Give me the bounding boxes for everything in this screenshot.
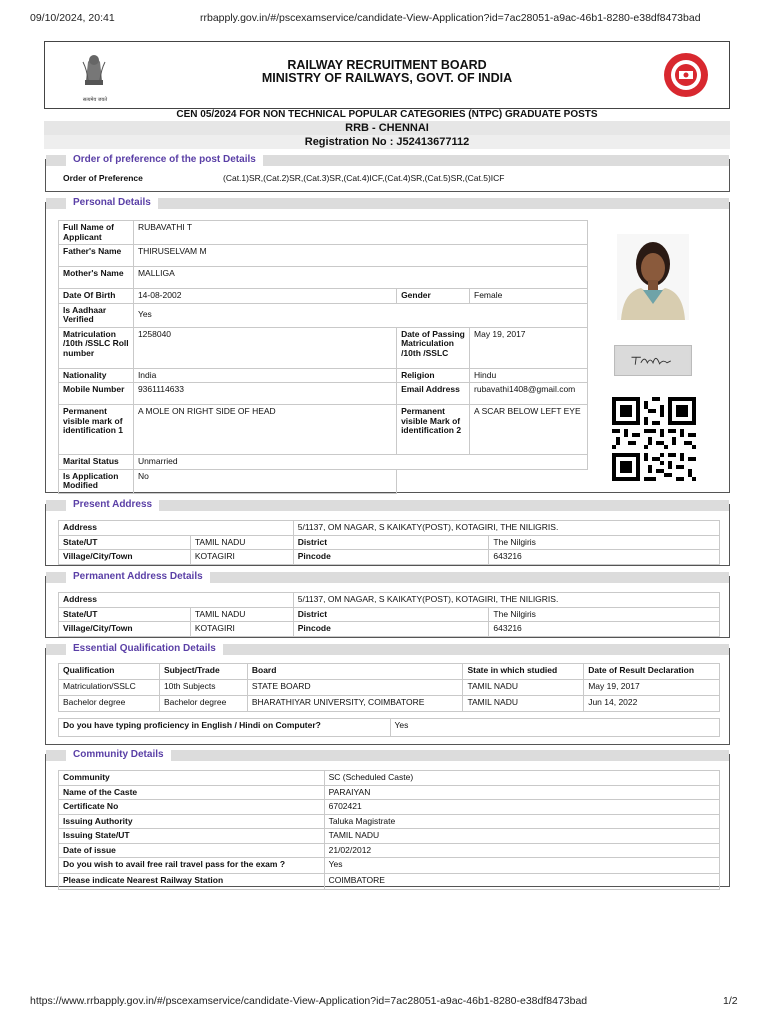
permanent-village-value: KOTAGIRI (190, 622, 293, 637)
aadhaar-label: Is Aadhaar Verified (59, 303, 134, 327)
issue-date-value: 21/02/2012 (324, 843, 719, 858)
father-name-value: THIRUSELVAM M (133, 245, 587, 267)
marital-value: Unmarried (133, 455, 587, 470)
qual-header: Qualification (59, 664, 160, 680)
qual-header: Board (247, 664, 463, 680)
qual-header: Date of Result Declaration (584, 664, 720, 680)
indian-railways-logo-icon (663, 52, 709, 98)
authority-label: Issuing Authority (59, 814, 325, 829)
mobile-value: 9361114633 (133, 383, 396, 405)
personal-title: Personal Details (66, 196, 158, 209)
issuing-state-label: Issuing State/UT (59, 829, 325, 844)
railway-station-label: Please indicate Nearest Railway Station (59, 874, 325, 890)
typing-table (58, 718, 720, 737)
candidate-photo (617, 234, 689, 320)
permanent-address-section (45, 571, 730, 638)
table-row (59, 785, 720, 800)
present-village-label: Village/City/Town (59, 550, 191, 565)
permanent-pincode-value: 643216 (489, 622, 720, 637)
mark1-label: Permanent visible mark of identification 1 (59, 405, 134, 455)
dob-value: 14-08-2002 (133, 289, 396, 304)
present-address-label: Address (59, 521, 294, 536)
certificate-label: Certificate No (59, 800, 325, 815)
board-title: RAILWAY RECRUITMENT BOARD (287, 58, 487, 72)
passing-date-label: Date of Passing Matriculation /10th /SSLC (397, 327, 470, 368)
table-row (59, 843, 720, 858)
typing-value: Yes (390, 719, 719, 737)
permanent-village-label: Village/City/Town (59, 622, 191, 637)
gender-label: Gender (397, 289, 470, 304)
print-url: rrbapply.gov.in/#/pscexamservice/candidate-View-Application?id=7ac28051-a9ac-46b1-8280-e38df8473bad (200, 12, 701, 24)
ministry-title: MINISTRY OF RAILWAYS, GOVT. OF INDIA (261, 71, 513, 85)
matric-roll-value: 1258040 (133, 327, 396, 368)
qual-cell: TAMIL NADU (463, 696, 584, 712)
modified-label: Is Application Modified (59, 469, 134, 493)
mobile-label: Mobile Number (59, 383, 134, 405)
present-state-label: State/UT (59, 535, 191, 550)
community-label: Community (59, 771, 325, 786)
present-state-value: TAMIL NADU (190, 535, 293, 550)
permanent-state-value: TAMIL NADU (190, 607, 293, 622)
cen-title: CEN 05/2024 FOR NON TECHNICAL POPULAR CATEGORIES (NTPC) GRADUATE POSTS (176, 109, 598, 120)
mother-name-value: MALLIGA (133, 267, 587, 289)
rail-pass-value: Yes (324, 858, 719, 874)
qual-cell: BHARATHIYAR UNIVERSITY, COIMBATORE (247, 696, 463, 712)
table-row (59, 800, 720, 815)
email-value: rubavathi1408@gmail.com (470, 383, 588, 405)
rrb-name: RRB - CHENNAI (44, 121, 730, 135)
preference-label: Order of Preference (63, 173, 143, 183)
typing-label: Do you have typing proficiency in English / Hindi on Computer? (59, 719, 391, 737)
present-address-table (58, 520, 720, 565)
nationality-value: India (133, 368, 396, 383)
print-datetime: 09/10/2024, 20:41 (30, 12, 115, 24)
qual-header: Subject/Trade (159, 664, 247, 680)
rail-pass-label: Do you wish to avail free rail travel pass for the exam ? (59, 858, 325, 874)
qual-cell: May 19, 2017 (584, 680, 720, 696)
permanent-address-title: Permanent Address Details (66, 570, 210, 583)
present-address-value: 5/1137, OM NAGAR, S KAIKATY(POST), KOTAGIRI, THE NILIGRIS. (293, 521, 719, 536)
personal-table (58, 220, 588, 494)
issuing-state-value: TAMIL NADU (324, 829, 719, 844)
table-row (59, 680, 720, 696)
mark2-label: Permanent visible Mark of identification 2 (397, 405, 470, 455)
qr-code-icon (610, 397, 698, 481)
father-name-label: Father's Name (59, 245, 134, 267)
table-row (59, 829, 720, 844)
present-address-title: Present Address (66, 498, 159, 511)
nationality-label: Nationality (59, 368, 134, 383)
dob-label: Date Of Birth (59, 289, 134, 304)
gender-value: Female (470, 289, 588, 304)
table-row (59, 858, 720, 874)
religion-value: Hindu (470, 368, 588, 383)
issue-date-label: Date of issue (59, 843, 325, 858)
qual-cell: 10th Subjects (159, 680, 247, 696)
preference-section (45, 154, 730, 192)
community-section (45, 749, 730, 887)
present-district-value: The Nilgiris (489, 535, 720, 550)
qual-cell: Bachelor degree (59, 696, 160, 712)
full-name-label: Full Name of Applicant (59, 221, 134, 245)
preference-value: (Cat.1)SR,(Cat.2)SR,(Cat.3)SR,(Cat.4)ICF,(Cat.4)SR,(Cat.5)SR,(Cat.5)ICF (223, 173, 505, 183)
community-table (58, 770, 720, 890)
permanent-state-label: State/UT (59, 607, 191, 622)
permanent-address-label: Address (59, 593, 294, 608)
permanent-address-value: 5/1137, OM NAGAR, S KAIKATY(POST), KOTAGIRI, THE NILIGRIS. (293, 593, 719, 608)
preference-title: Order of preference of the post Details (66, 153, 263, 166)
candidate-signature (614, 345, 692, 376)
email-label: Email Address (397, 383, 470, 405)
registration-number: Registration No : J52413677112 (44, 135, 730, 149)
print-footer-url: https://www.rrbapply.gov.in/#/pscexamservice/candidate-View-Application?id=7ac28051-a9ac-46b1-8280-e38df8473bad (30, 995, 588, 1007)
qual-cell: Jun 14, 2022 (584, 696, 720, 712)
present-district-label: District (293, 535, 489, 550)
present-pincode-label: Pincode (293, 550, 489, 565)
qual-cell: TAMIL NADU (463, 680, 584, 696)
certificate-value: 6702421 (324, 800, 719, 815)
qual-cell: STATE BOARD (247, 680, 463, 696)
community-title: Community Details (66, 748, 171, 761)
permanent-pincode-label: Pincode (293, 622, 489, 637)
qual-cell: Bachelor degree (159, 696, 247, 712)
authority-value: Taluka Magistrate (324, 814, 719, 829)
railway-station-value: COIMBATORE (324, 874, 719, 890)
matric-roll-label: Matriculation /10th /SSLC Roll number (59, 327, 134, 368)
qualification-title: Essential Qualification Details (66, 642, 223, 655)
community-value: SC (Scheduled Caste) (324, 771, 719, 786)
present-village-value: KOTAGIRI (190, 550, 293, 565)
mother-name-label: Mother's Name (59, 267, 134, 289)
table-row (59, 814, 720, 829)
qualification-section (45, 643, 730, 745)
qual-header: State in which studied (463, 664, 584, 680)
table-row (59, 771, 720, 786)
mark2-value: A SCAR BELOW LEFT EYE (470, 405, 588, 455)
marital-label: Marital Status (59, 455, 134, 470)
present-pincode-value: 643216 (489, 550, 720, 565)
qual-cell: Matriculation/SSLC (59, 680, 160, 696)
modified-value: No (133, 469, 396, 493)
header-box (44, 41, 730, 109)
page-number: 1/2 (723, 995, 738, 1007)
caste-label: Name of the Caste (59, 785, 325, 800)
permanent-district-label: District (293, 607, 489, 622)
permanent-district-value: The Nilgiris (489, 607, 720, 622)
aadhaar-value: Yes (133, 303, 587, 327)
permanent-address-table (58, 592, 720, 637)
religion-label: Religion (397, 368, 470, 383)
table-row (59, 874, 720, 890)
full-name-value: RUBAVATHI T (133, 221, 587, 245)
emblem-motto: सत्यमेव जयते (82, 97, 108, 103)
qualification-table (58, 663, 720, 712)
mark1-value: A MOLE ON RIGHT SIDE OF HEAD (133, 405, 396, 455)
table-row (59, 696, 720, 712)
passing-date-value: May 19, 2017 (470, 327, 588, 368)
present-address-section (45, 499, 730, 566)
caste-value: PARAIYAN (324, 785, 719, 800)
